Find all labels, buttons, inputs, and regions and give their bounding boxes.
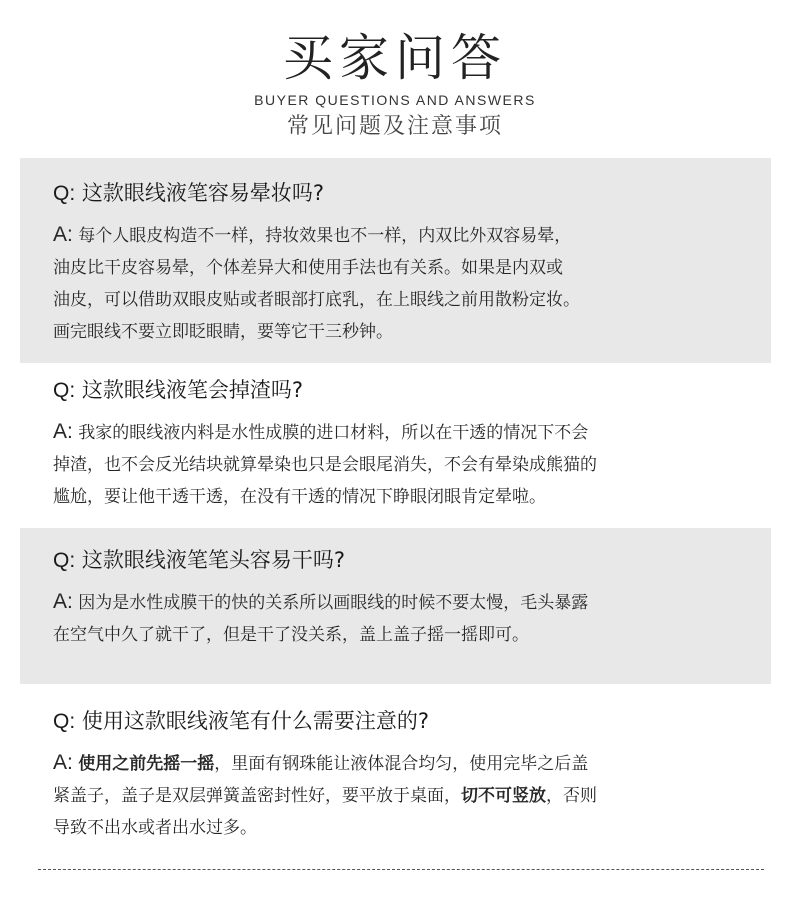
answer-2 <box>53 416 753 513</box>
answer-line: 尴尬，要让他干透干透，在没有干透的情况下睁眼闭眼肯定晕啦。 <box>53 487 546 507</box>
answer-text: 因为是水性成膜干的快的关系所以画眼线的时候不要太慢，毛头暴露 <box>78 593 589 613</box>
question-prefix: Q: <box>53 379 76 402</box>
answer-line <box>53 780 753 812</box>
answer-emphasis: 使用之前先摇一摇 <box>78 754 215 774</box>
answer-text: ，里面有钢珠能让液体混合均匀，使用完毕之后盖 <box>214 754 589 774</box>
question-prefix: Q: <box>53 710 76 733</box>
question-4 <box>53 706 753 737</box>
question-2 <box>53 375 753 406</box>
answer-line: 画完眼线不要立即眨眼睛，要等它干三秒钟。 <box>53 322 393 342</box>
question-text: 这款眼线液笔笔头容易干吗? <box>81 548 346 572</box>
question-prefix: Q: <box>53 549 76 572</box>
qa-block-3 <box>20 528 771 684</box>
page-subtitle-en: BUYER QUESTIONS AND ANSWERS <box>254 92 536 108</box>
answer-line <box>53 416 753 449</box>
question-text: 使用这款眼线液笔有什么需要注意的? <box>81 709 430 733</box>
question-text: 这款眼线液笔容易晕妆吗? <box>81 181 325 205</box>
answer-prefix: A: <box>53 590 73 613</box>
answer-text: 每个人眼皮构造不一样，持妆效果也不一样，内双比外双容易晕， <box>78 226 572 246</box>
answer-line <box>53 219 753 252</box>
answer-prefix: A: <box>53 420 73 443</box>
qa-block-1 <box>20 158 771 363</box>
answer-text: ，否则 <box>546 786 597 806</box>
question-text: 这款眼线液笔会掉渣吗? <box>81 378 304 402</box>
answer-line: 在空气中久了就干了，但是干了没关系，盖上盖子摇一摇即可。 <box>53 625 529 645</box>
dashed-divider <box>38 869 764 870</box>
answer-line: 油皮，可以借助双眼皮贴或者眼部打底乳，在上眼线之前用散粉定妆。 <box>53 290 580 310</box>
answer-emphasis: 切不可竖放 <box>461 786 546 806</box>
answer-prefix: A: <box>53 751 73 774</box>
qa-block-4 <box>20 684 771 854</box>
answer-line: 掉渣，也不会反光结块就算晕染也只是会眼尾消失，不会有晕染成熊猫的 <box>53 455 597 475</box>
page-title: 买家问答 <box>283 29 507 87</box>
question-3 <box>53 545 753 576</box>
answer-4 <box>53 747 753 844</box>
qa-block-2 <box>20 363 771 528</box>
answer-text: 紧盖子，盖子是双层弹簧盖密封性好，要平放于桌面， <box>53 786 461 806</box>
question-prefix: Q: <box>53 182 76 205</box>
answer-3 <box>53 586 753 651</box>
answer-line: 导致不出水或者出水过多。 <box>53 818 257 838</box>
answer-line <box>53 747 753 780</box>
answer-text: 我家的眼线液内料是水性成膜的进口材料，所以在干透的情况下不会 <box>78 423 589 443</box>
question-1 <box>53 178 753 209</box>
answer-1 <box>53 219 753 348</box>
page-header <box>0 0 790 155</box>
answer-line <box>53 586 753 619</box>
answer-line: 油皮比干皮容易晕，个体差异大和使用手法也有关系。如果是内双或 <box>53 258 563 278</box>
page-subtitle-cn: 常见问题及注意事项 <box>286 114 503 139</box>
answer-prefix: A: <box>53 223 73 246</box>
